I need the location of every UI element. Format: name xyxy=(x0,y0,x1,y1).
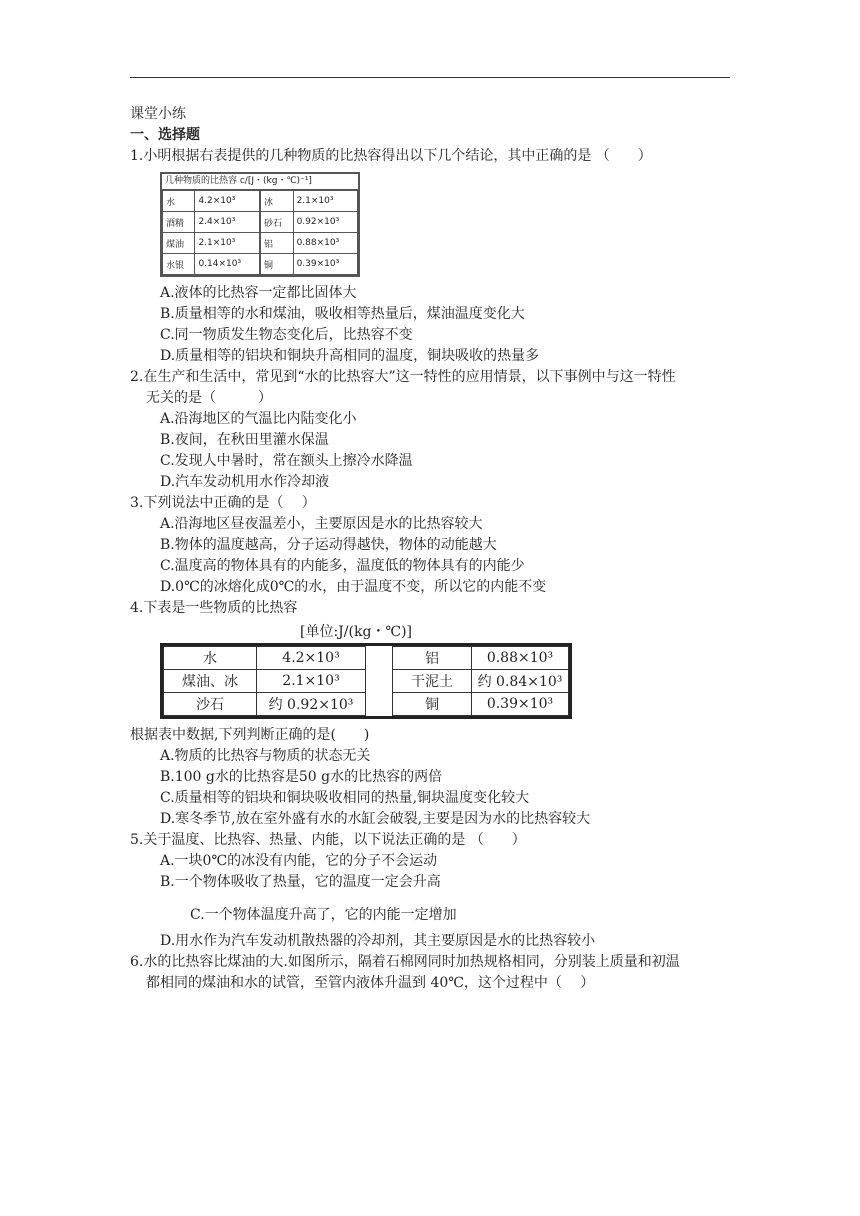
q2-option-c: C.发现人中暑时，常在额头上擦冷水降温 xyxy=(160,453,413,469)
q1-option-b: B.质量相等的水和煤油，吸收相等热量后，煤油温度变化大 xyxy=(160,306,525,322)
q1-stem: 1.小明根据右表提供的几种物质的比热容得出以下几个结论，其中正确的是 （ ） xyxy=(130,148,652,164)
table-row xyxy=(163,233,358,254)
table-cell: 4.2×10³ xyxy=(257,647,366,670)
table-cell: 约 0.84×10³ xyxy=(472,670,569,693)
table-cell: 煤油 xyxy=(163,233,195,254)
table-cell: 铜 xyxy=(393,693,472,716)
q4-table-unit: [单位:J/(kg・℃)] xyxy=(300,624,412,640)
table-spacer xyxy=(366,693,393,716)
q3-stem: 3.下列说法中正确的是（ ） xyxy=(130,495,316,511)
q3-option-b: B.物体的温度越高，分子运动得越快，物体的动能越大 xyxy=(160,537,497,553)
table-cell: 0.92×10³ xyxy=(293,212,357,233)
table-cell: 铝 xyxy=(393,647,472,670)
q5-option-c: C.一个物体温度升高了，它的内能一定增加 xyxy=(190,907,457,923)
table-cell: 0.14×10³ xyxy=(195,254,260,275)
q5-option-a: A.一块0℃的冰没有内能，它的分子不会运动 xyxy=(160,853,438,869)
q4-option-a: A.物质的比热容与物质的状态无关 xyxy=(160,748,371,764)
table-cell: 0.39×10³ xyxy=(472,693,569,716)
table-cell: 铜 xyxy=(260,254,293,275)
table-row xyxy=(164,647,569,670)
table-cell: 2.1×10³ xyxy=(195,233,260,254)
table-cell: 冰 xyxy=(260,191,293,212)
table-cell: 0.88×10³ xyxy=(293,233,357,254)
worksheet-heading: 课堂小练 xyxy=(130,106,186,122)
table-cell: 水 xyxy=(163,191,195,212)
q4-prompt: 根据表中数据,下列判断正确的是( ) xyxy=(130,727,370,743)
table-cell: 煤油、冰 xyxy=(164,670,257,693)
table-spacer xyxy=(366,647,393,670)
worksheet xyxy=(130,104,734,994)
table-row xyxy=(163,254,358,275)
table-cell: 沙石 xyxy=(164,693,257,716)
q3-option-d: D.0℃的冰熔化成0℃的水，由于温度不变，所以它的内能不变 xyxy=(160,579,547,595)
q2-option-d: D.汽车发动机用水作冷却液 xyxy=(160,474,330,490)
q6-stem: 6.水的比热容比煤油的大.如图所示，隔着石棉网同时加热规格相同，分别装上质量和初温 xyxy=(130,954,680,970)
section-title: 一、选择题 xyxy=(130,127,200,143)
table-row xyxy=(164,693,569,716)
table-cell: 2.1×10³ xyxy=(257,670,366,693)
q4-option-b: B.100 g水的比热容是50 g水的比热容的两倍 xyxy=(160,769,443,785)
table-spacer xyxy=(366,670,393,693)
q4-option-c: C.质量相等的铝块和铜块吸收相同的热量,铜块温度变化较大 xyxy=(160,790,530,806)
table-cell: 4.2×10³ xyxy=(195,191,260,212)
table-row xyxy=(163,191,358,212)
header-rule xyxy=(130,77,730,78)
table-cell: 水银 xyxy=(163,254,195,275)
table-cell: 铝 xyxy=(260,233,293,254)
table-cell: 水 xyxy=(164,647,257,670)
q2-option-b: B.夜间，在秋田里灌水保温 xyxy=(160,432,329,448)
table-cell: 2.4×10³ xyxy=(195,212,260,233)
q4-stem: 4.下表是一些物质的比热容 xyxy=(130,600,298,616)
table-cell: 砂石 xyxy=(260,212,293,233)
q5-option-b: B.一个物体吸收了热量，它的温度一定会升高 xyxy=(160,874,441,890)
q3-option-a: A.沿海地区昼夜温差小，主要原因是水的比热容较大 xyxy=(160,516,483,532)
spacer xyxy=(130,893,734,905)
q1-option-a: A.液体的比热容一定都比固体大 xyxy=(160,285,357,301)
q2-stem: 2.在生产和生活中，常见到“水的比热容大”这一特性的应用情景，以下事例中与这一特性 xyxy=(130,369,676,385)
q5-option-d: D.用水作为汽车发动机散热器的冷却剂，其主要原因是水的比热容较小 xyxy=(160,933,596,949)
q1-table-header: 几种物质的比热容 c/[J・(kg・℃)⁻¹] xyxy=(162,174,358,190)
table-cell: 2.1×10³ xyxy=(293,191,357,212)
table-cell: 0.88×10³ xyxy=(472,647,569,670)
table-cell: 酒精 xyxy=(163,212,195,233)
table-cell: 0.39×10³ xyxy=(293,254,357,275)
q6-stem-continued: 都相同的煤油和水的试管，至管内液体升温到 40℃，这个过程中（ ） xyxy=(146,975,595,991)
table-row xyxy=(163,212,358,233)
q4-table xyxy=(160,643,572,719)
q1-option-c: C.同一物质发生物态变化后，比热容不变 xyxy=(160,327,413,343)
table-cell: 约 0.92×10³ xyxy=(257,693,366,716)
table-row xyxy=(164,670,569,693)
q2-stem-continued: 无关的是（ ） xyxy=(146,390,272,406)
q2-option-a: A.沿海地区的气温比内陆变化小 xyxy=(160,411,357,427)
table-cell: 干泥土 xyxy=(393,670,472,693)
q5-stem: 5.关于温度、比热容、热量、内能，以下说法正确的是 （ ） xyxy=(130,832,526,848)
q4-option-d: D.寒冬季节,放在室外盛有水的水缸会破裂,主要是因为水的比热容较大 xyxy=(160,811,591,827)
q1-option-d: D.质量相等的铝块和铜块升高相同的温度，铜块吸收的热量多 xyxy=(160,348,540,364)
q3-option-c: C.温度高的物体具有的内能多，温度低的物体具有的内能少 xyxy=(160,558,525,574)
q1-table xyxy=(160,172,360,277)
